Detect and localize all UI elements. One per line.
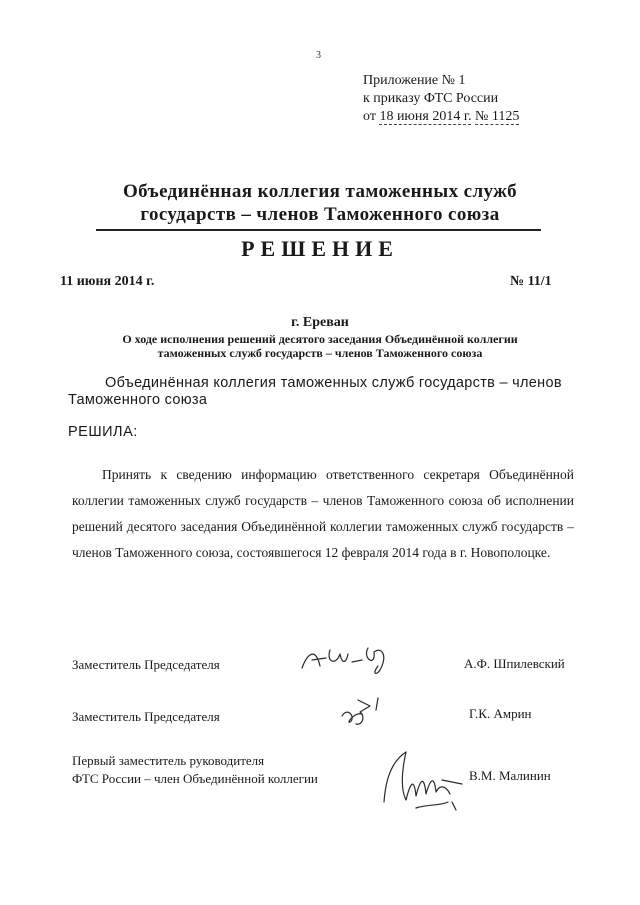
signatory-3-position-line-2: ФТС России – член Объединённой коллегии bbox=[72, 771, 318, 786]
annex-block bbox=[363, 72, 519, 126]
annex-from-label: от bbox=[363, 109, 376, 124]
org-title-line-1: Объединённая коллегия таможенных служб bbox=[122, 181, 518, 202]
decided-label: РЕШИЛА: bbox=[68, 424, 138, 440]
decision-body: Принять к сведению информацию ответственного секретаря Объединённой коллегии таможенных служб государств – членов Таможенного союза об исполнении решений десятого заседания Объединённой коллегии таможенных служб государств – членов Таможенного союза, состоявшегося 12 февраля 2014 года в г. Новополоцке. bbox=[72, 467, 574, 560]
decision-title: РЕШЕНИЕ bbox=[241, 236, 399, 261]
annex-line-2: к приказу ФТС России bbox=[363, 91, 499, 106]
annex-date: 18 июня 2014 г. bbox=[379, 109, 472, 124]
signatory-2-name: Г.К. Амрин bbox=[469, 706, 532, 721]
signatory-3-position-line-1: Первый заместитель руководителя bbox=[72, 753, 265, 768]
signatory-1-signature bbox=[296, 640, 408, 680]
signatory-3-position bbox=[72, 752, 318, 788]
header-divider bbox=[96, 229, 541, 231]
signatory-2-signature bbox=[334, 692, 404, 732]
signatory-3-signature bbox=[376, 744, 476, 816]
annex-line-3 bbox=[363, 108, 519, 126]
page-number: 3 bbox=[316, 50, 321, 61]
subject-line-1: О ходе исполнения решений десятого заседания Объединённой коллегии bbox=[122, 332, 518, 346]
preamble-line-2: Таможенного союза bbox=[68, 392, 208, 408]
signatory-1-name: А.Ф. Шпилевский bbox=[464, 656, 565, 671]
annex-line-1: Приложение № 1 bbox=[363, 73, 466, 88]
subject-line-2: таможенных служб государств – членов Таможенного союза bbox=[157, 346, 483, 360]
decision-city: г. Ереван bbox=[291, 315, 349, 330]
decision-date: 11 июня 2014 г. bbox=[60, 274, 155, 289]
preamble-line-1: Объединённая коллегия таможенных служб государств – членов bbox=[105, 375, 562, 391]
signatory-1-position: Заместитель Председателя bbox=[72, 657, 220, 672]
annex-order-number: № 1125 bbox=[474, 109, 520, 124]
signatory-2-position: Заместитель Председателя bbox=[72, 709, 220, 724]
decision-number: № 11/1 bbox=[510, 274, 552, 289]
signatory-3-name: В.М. Малинин bbox=[469, 768, 551, 783]
org-title-line-2: государств – членов Таможенного союза bbox=[140, 204, 500, 225]
